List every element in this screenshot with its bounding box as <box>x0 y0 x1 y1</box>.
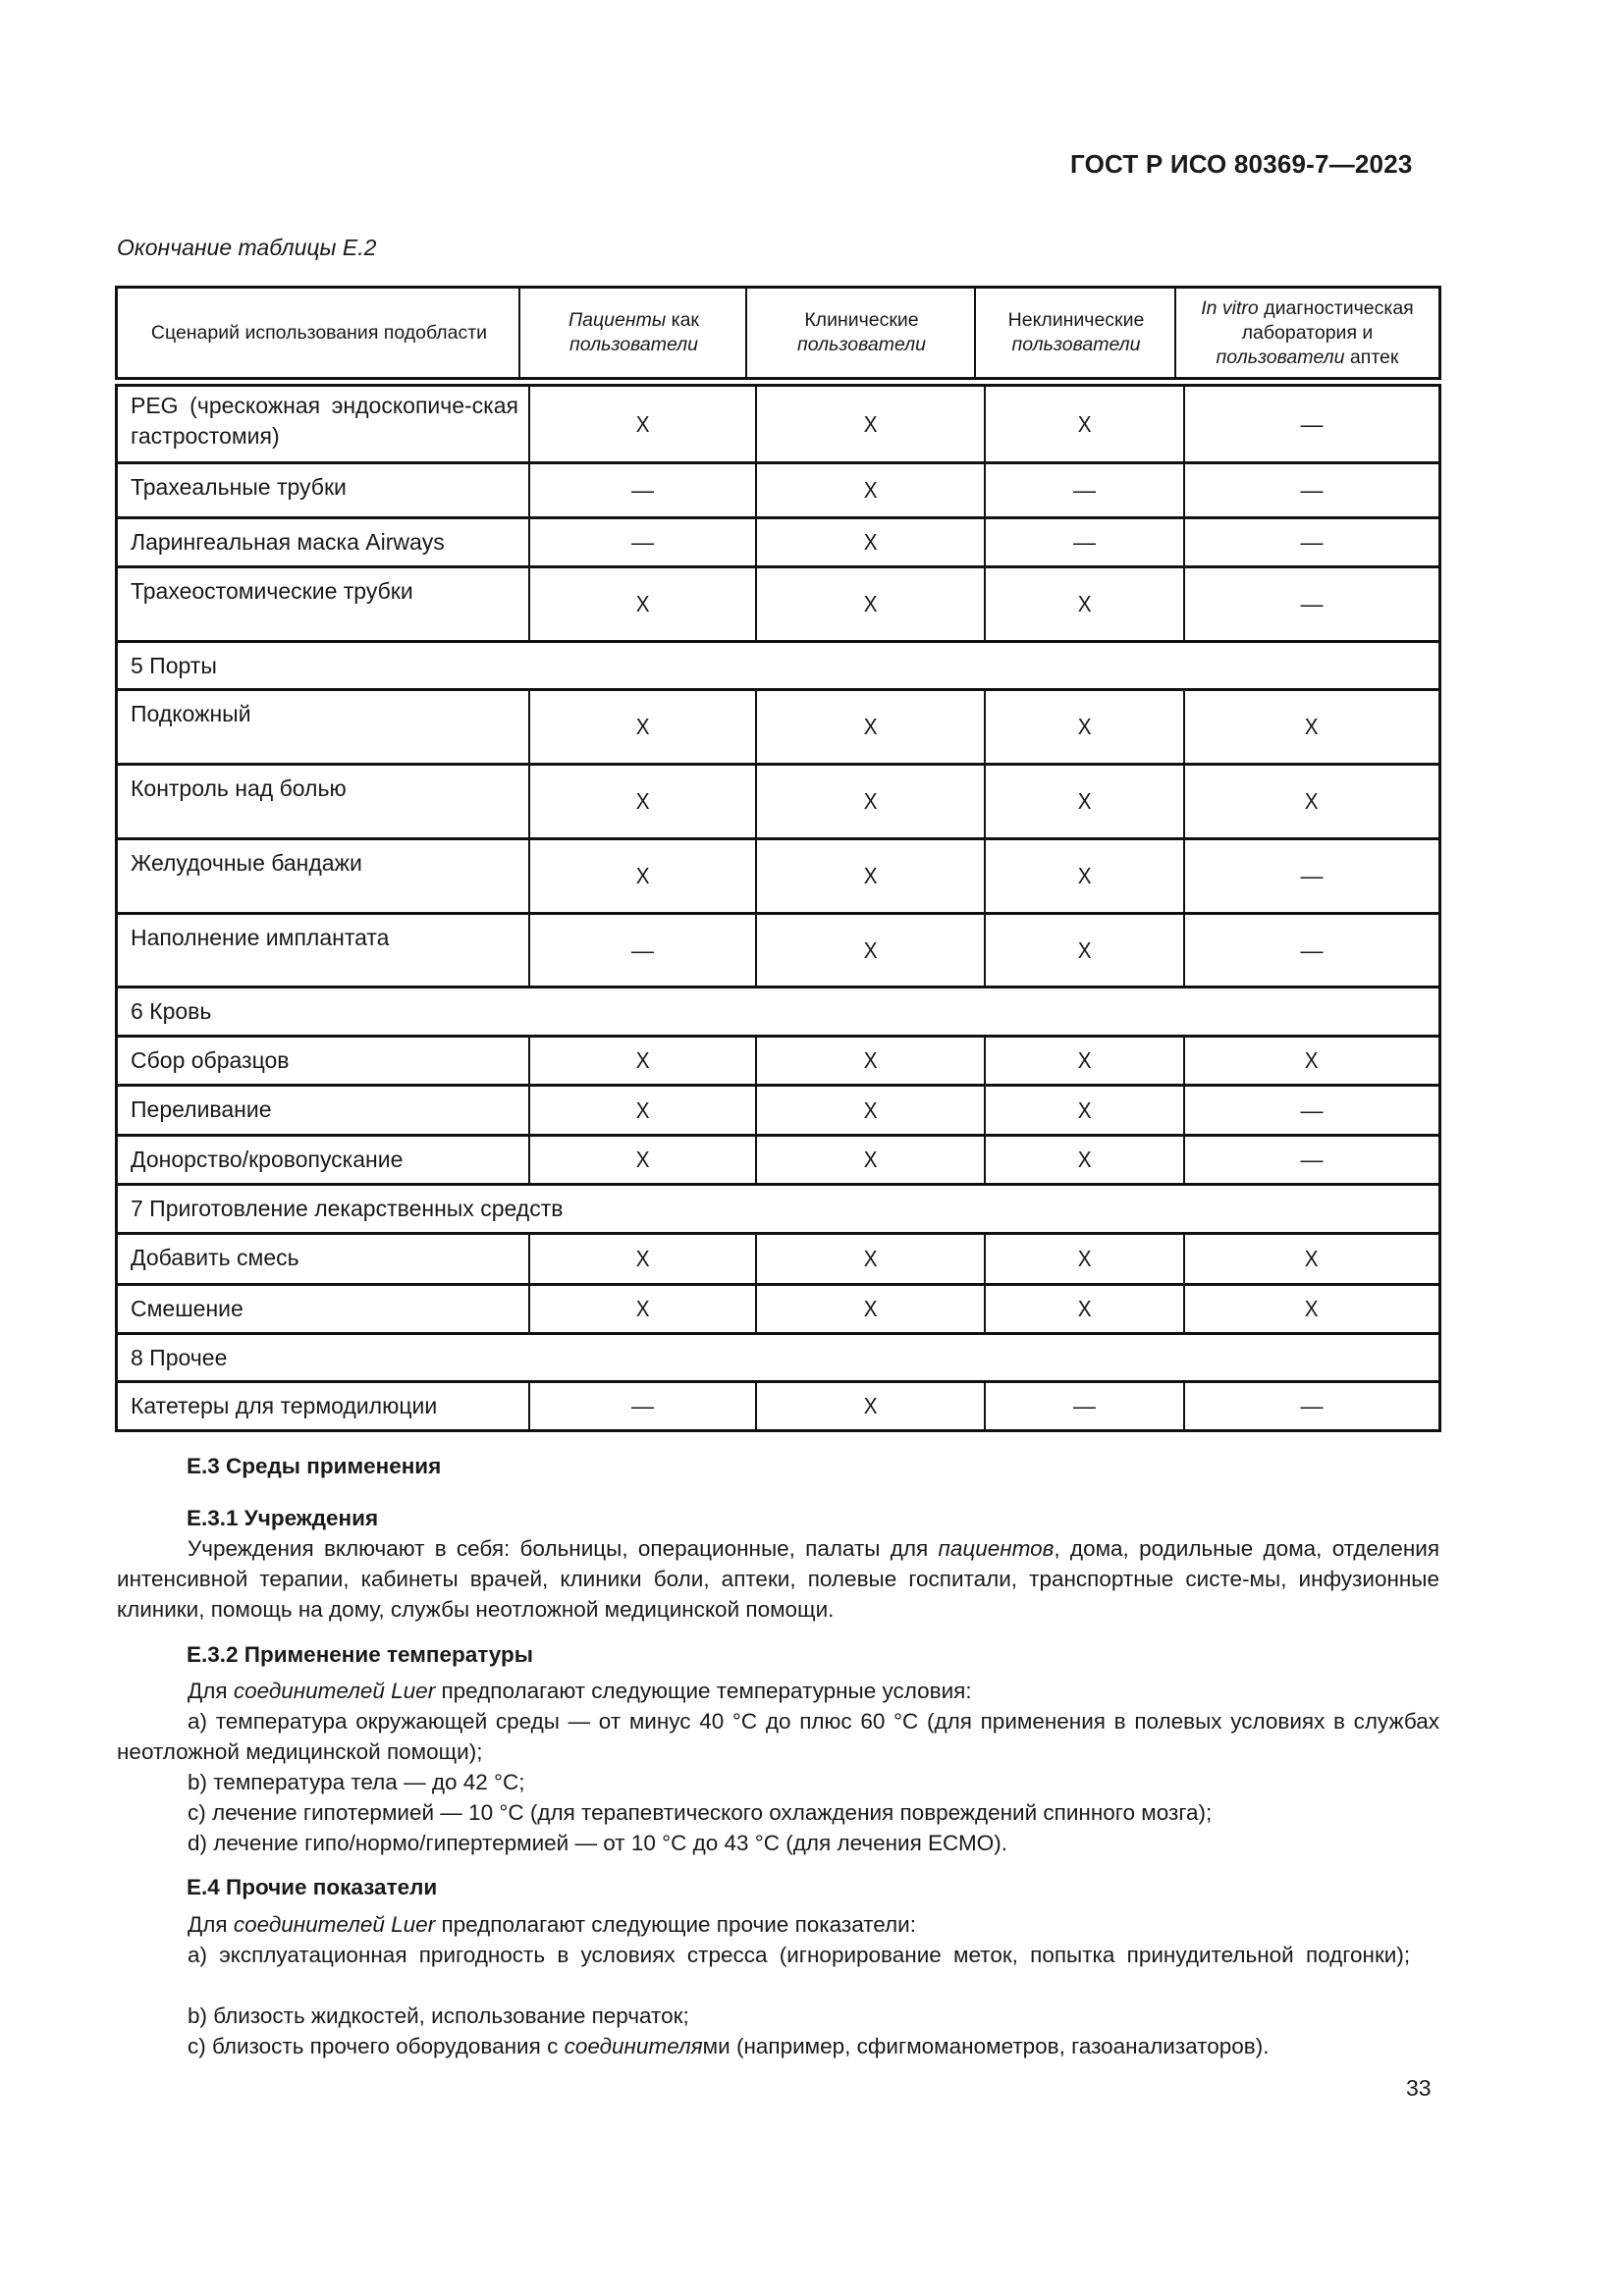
table-row <box>118 1235 1438 1286</box>
value-cell <box>530 1038 755 1084</box>
value-cell <box>757 840 984 912</box>
table-row <box>118 766 1438 840</box>
table-section-row <box>118 988 1438 1038</box>
value-cell <box>530 691 755 763</box>
list-item-e3-2-d: d) лечение гипо/нормо/гипертермией — от 10 °С до 43 °С (для лечения ЕСМО). <box>188 1831 1008 1855</box>
applicable-mark: X <box>1077 1096 1092 1123</box>
table-row <box>118 1137 1438 1186</box>
not-applicable-mark: — <box>631 477 654 503</box>
list-item-e3-2-a: a) температура окружающей среды — от минус 40 °С до плюс 60 °С (для применения в полевых условиях в службах неотложной медицинской помощи); <box>117 1709 1439 1764</box>
not-applicable-mark: — <box>1300 1393 1324 1418</box>
text-run: b) близость жидкостей, использование перчаток; <box>188 2003 689 2028</box>
text-run: как <box>666 309 699 331</box>
value-cell <box>757 1038 984 1084</box>
table-row <box>118 568 1438 643</box>
value-cell <box>530 387 755 461</box>
value-cell <box>986 766 1183 837</box>
not-applicable-mark: — <box>1300 1096 1324 1123</box>
row-label: Смешение <box>131 1296 244 1321</box>
value-cell <box>530 915 755 986</box>
value-cell <box>530 1087 755 1134</box>
column-header-text <box>542 308 726 357</box>
value-cell <box>1185 519 1438 565</box>
value-cell <box>986 1235 1183 1283</box>
italic-text: пациентов <box>938 1536 1055 1561</box>
text-run: аптек <box>1344 346 1399 368</box>
value-cell <box>986 1383 1183 1429</box>
value-cell <box>986 464 1183 516</box>
row-label: Желудочные бандажи <box>131 850 362 876</box>
row-label: Катетеры для термодилюции <box>131 1393 438 1418</box>
applicable-mark: X <box>1077 1246 1092 1271</box>
applicable-mark: X <box>863 788 878 814</box>
text-run: Учреждения включают в себя: больницы, операционные, палаты для <box>188 1536 939 1561</box>
row-label: Ларингеальная маска Airways <box>131 529 445 555</box>
applicable-mark: X <box>1077 1296 1092 1321</box>
applicable-mark: X <box>863 1096 878 1123</box>
applicable-mark: X <box>863 1296 878 1321</box>
list-item-e3-2-c: c) лечение гипотермией — 10 °С (для терапевтического охлаждения повреждений спинного мозга); <box>188 1800 1213 1825</box>
section-heading-e3: Е.3 Среды применения <box>187 1454 442 1478</box>
row-label: Добавить смесь <box>131 1245 299 1270</box>
value-cell <box>1185 691 1438 763</box>
paragraph-e3-1 <box>117 1533 1439 1625</box>
applicable-mark: X <box>1077 591 1092 616</box>
table-row <box>118 464 1438 519</box>
applicable-mark: X <box>635 1047 650 1073</box>
text-run: предполагают следующие прочие показатели: <box>435 1912 916 1937</box>
applicable-mark: X <box>863 410 878 437</box>
column-header-text <box>151 321 487 346</box>
row-label: Сбор образцов <box>131 1047 290 1073</box>
not-applicable-mark: — <box>1300 1147 1324 1172</box>
value-cell <box>530 1383 755 1429</box>
section-label: 6 Кровь <box>131 998 212 1024</box>
value-cell <box>986 1137 1183 1183</box>
value-cell <box>757 1137 984 1183</box>
not-applicable-mark: — <box>1073 1393 1096 1418</box>
value-cell <box>530 519 755 565</box>
column-header-text <box>769 308 954 357</box>
applicable-mark: X <box>1305 714 1319 739</box>
value-cell <box>986 519 1183 565</box>
value-cell <box>1185 1286 1438 1332</box>
section-heading-e3-1: Е.3.1 Учреждения <box>187 1506 379 1530</box>
table-row <box>118 1286 1438 1335</box>
value-cell <box>1185 1038 1438 1084</box>
text-run: ми (например, сфигмоманометров, газоанализаторов). <box>702 2034 1270 2058</box>
value-cell <box>757 387 984 461</box>
applicable-mark: X <box>1077 863 1092 888</box>
table-row <box>118 1087 1438 1137</box>
table-caption: Окончание таблицы Е.2 <box>117 235 377 260</box>
applicable-mark: X <box>863 863 878 888</box>
paragraph-e3-2-intro <box>117 1676 1439 1706</box>
row-label: Подкожный <box>131 701 251 726</box>
row-label: Трахеальные трубки <box>131 474 347 500</box>
value-cell <box>757 1235 984 1283</box>
value-cell <box>757 464 984 516</box>
applicable-mark: X <box>863 1047 878 1073</box>
table-row <box>118 691 1438 766</box>
table-row <box>118 519 1438 568</box>
value-cell <box>1185 1235 1438 1283</box>
row-label: Контроль над болью <box>131 775 347 801</box>
value-cell <box>757 1383 984 1429</box>
applicable-mark: X <box>1305 1296 1319 1321</box>
value-cell <box>530 1235 755 1283</box>
column-header-clinical <box>747 289 976 377</box>
applicable-mark: X <box>863 591 878 616</box>
value-cell <box>1185 464 1438 516</box>
text-run: Сценарий использования подобласти <box>150 321 488 344</box>
not-applicable-mark: — <box>1300 591 1324 616</box>
applicable-mark: X <box>863 936 878 963</box>
column-header-text <box>1184 296 1431 370</box>
column-header-text <box>988 308 1164 357</box>
applicable-mark: X <box>635 1147 650 1172</box>
value-cell <box>757 766 984 837</box>
list-item-e4-b <box>117 2001 1439 2031</box>
value-cell <box>1185 1383 1438 1429</box>
page-number: 33 <box>1406 2075 1432 2101</box>
text-run: c) близость прочего оборудования с <box>188 2034 565 2058</box>
value-cell <box>986 1038 1183 1084</box>
not-applicable-mark: — <box>1073 529 1096 555</box>
italic-text: соединителей Luer <box>233 1679 436 1703</box>
table-section-row <box>118 643 1438 691</box>
section-label: 7 Приготовление лекарственных средств <box>131 1196 564 1221</box>
value-cell <box>1185 387 1438 461</box>
italic-text: пользователи <box>1011 334 1141 355</box>
table-row <box>118 387 1438 464</box>
value-cell <box>757 568 984 640</box>
document-id: ГОСТ Р ИСО 80369-7—2023 <box>1070 149 1413 179</box>
italic-text: пользователи <box>569 334 698 355</box>
table-section-row <box>118 1186 1438 1235</box>
list-item-e3-2-b: b) температура тела — до 42 °С; <box>188 1770 525 1794</box>
value-cell <box>530 840 755 912</box>
value-cell <box>986 1286 1183 1332</box>
applicable-mark: X <box>1077 410 1092 437</box>
applicable-mark: X <box>635 410 650 437</box>
section-label: 8 Прочее <box>131 1344 228 1370</box>
column-header-scenario <box>118 289 520 377</box>
not-applicable-mark: — <box>631 529 654 555</box>
text-run: Для <box>188 1679 234 1703</box>
not-applicable-mark: — <box>1300 410 1324 437</box>
value-cell <box>757 1286 984 1332</box>
text-run: предполагают следующие температурные условия: <box>435 1679 972 1703</box>
table-row <box>118 915 1438 988</box>
applicable-mark: X <box>863 529 878 555</box>
applicable-mark: X <box>1077 788 1092 814</box>
applicable-mark: X <box>635 1096 650 1123</box>
section-heading-e4: Е.4 Прочие показатели <box>187 1875 438 1899</box>
applicable-mark: X <box>635 1296 650 1321</box>
text-run: , дома, родильные дома, отделения интенсивной терапии, кабинеты врачей, клиники боли, аптеки, полевые госпитали, транспортные систе-мы, инфузионные клиники, помощь на дому, службы неотложной медицинской помощи. <box>117 1536 1440 1622</box>
applicable-mark: X <box>1077 1047 1092 1073</box>
value-cell <box>1185 1087 1438 1134</box>
applicable-mark: X <box>1305 1047 1319 1073</box>
value-cell <box>530 766 755 837</box>
value-cell <box>1185 1137 1438 1183</box>
table-body <box>115 384 1441 1432</box>
column-header-in-vitro <box>1176 289 1438 377</box>
value-cell <box>530 1286 755 1332</box>
italic-text: пользователи <box>1216 346 1345 368</box>
text-run: диагностическая лаборатория и <box>1241 296 1414 344</box>
row-label: Донорство/кровопускание <box>131 1147 404 1172</box>
applicable-mark: X <box>863 1147 878 1172</box>
list-item-e4-a <box>117 1940 1439 1970</box>
applicable-mark: X <box>863 477 878 503</box>
value-cell <box>757 691 984 763</box>
applicable-mark: X <box>1305 1246 1319 1271</box>
value-cell <box>986 387 1183 461</box>
applicable-mark: X <box>1077 714 1092 739</box>
row-label: Наполнение имплантата <box>131 925 390 950</box>
not-applicable-mark: — <box>1300 477 1324 503</box>
italic-text: Пациенты <box>568 309 667 331</box>
applicable-mark: X <box>1077 1147 1092 1172</box>
value-cell <box>986 568 1183 640</box>
value-cell <box>1185 915 1438 986</box>
not-applicable-mark: — <box>1300 529 1324 555</box>
applicable-mark: X <box>635 1246 650 1271</box>
section-label: 5 Порты <box>131 652 217 678</box>
applicable-mark: X <box>635 591 650 616</box>
row-label: Трахеостомические трубки <box>131 578 413 604</box>
list-item-e4-c <box>117 2031 1439 2061</box>
applicable-mark: X <box>635 863 650 888</box>
row-label: PEG (чрескожная эндоскопиче-ская гастростомия) <box>131 393 518 449</box>
italic-text: In vitro <box>1201 296 1259 319</box>
table-header-row <box>115 286 1441 380</box>
section-heading-e3-2: Е.3.2 Применение температуры <box>187 1642 533 1667</box>
value-cell <box>986 1087 1183 1134</box>
applicable-mark: X <box>635 714 650 739</box>
row-label: Переливание <box>131 1096 272 1122</box>
not-applicable-mark: — <box>1300 863 1324 888</box>
text-run: Для <box>188 1912 234 1937</box>
applicable-mark: X <box>863 1246 878 1271</box>
not-applicable-mark: — <box>631 936 654 963</box>
column-header-nonclinical <box>976 289 1176 377</box>
value-cell <box>530 464 755 516</box>
italic-text: соединителей Luer <box>233 1912 436 1937</box>
applicable-mark: X <box>635 788 650 814</box>
text-run: Неклинические <box>1007 309 1145 331</box>
italic-text: соединителя <box>564 2034 703 2058</box>
value-cell <box>1185 840 1438 912</box>
applicable-mark: X <box>1305 788 1319 814</box>
value-cell <box>757 1087 984 1134</box>
table-section-row <box>118 1335 1438 1383</box>
applicable-mark: X <box>1077 936 1092 963</box>
not-applicable-mark: — <box>631 1393 654 1418</box>
paragraph-e4-intro <box>117 1909 1439 1940</box>
text-run: a) эксплуатационная пригодность в условиях стресса (игнорирование меток, попытка принудительной подгонки); <box>188 1943 1411 1967</box>
table-row <box>118 1383 1438 1432</box>
not-applicable-mark: — <box>1300 936 1324 963</box>
value-cell <box>757 915 984 986</box>
value-cell <box>530 1137 755 1183</box>
text-run: Клинические <box>804 309 919 331</box>
table-row <box>118 1038 1438 1087</box>
table-row <box>118 840 1438 915</box>
value-cell <box>986 840 1183 912</box>
applicable-mark: X <box>863 1393 878 1418</box>
column-header-patients <box>520 289 747 377</box>
value-cell <box>986 691 1183 763</box>
value-cell <box>530 568 755 640</box>
value-cell <box>757 519 984 565</box>
not-applicable-mark: — <box>1073 477 1096 503</box>
value-cell <box>1185 568 1438 640</box>
italic-text: пользователи <box>797 334 926 355</box>
value-cell <box>986 915 1183 986</box>
value-cell <box>1185 766 1438 837</box>
applicable-mark: X <box>863 714 878 739</box>
